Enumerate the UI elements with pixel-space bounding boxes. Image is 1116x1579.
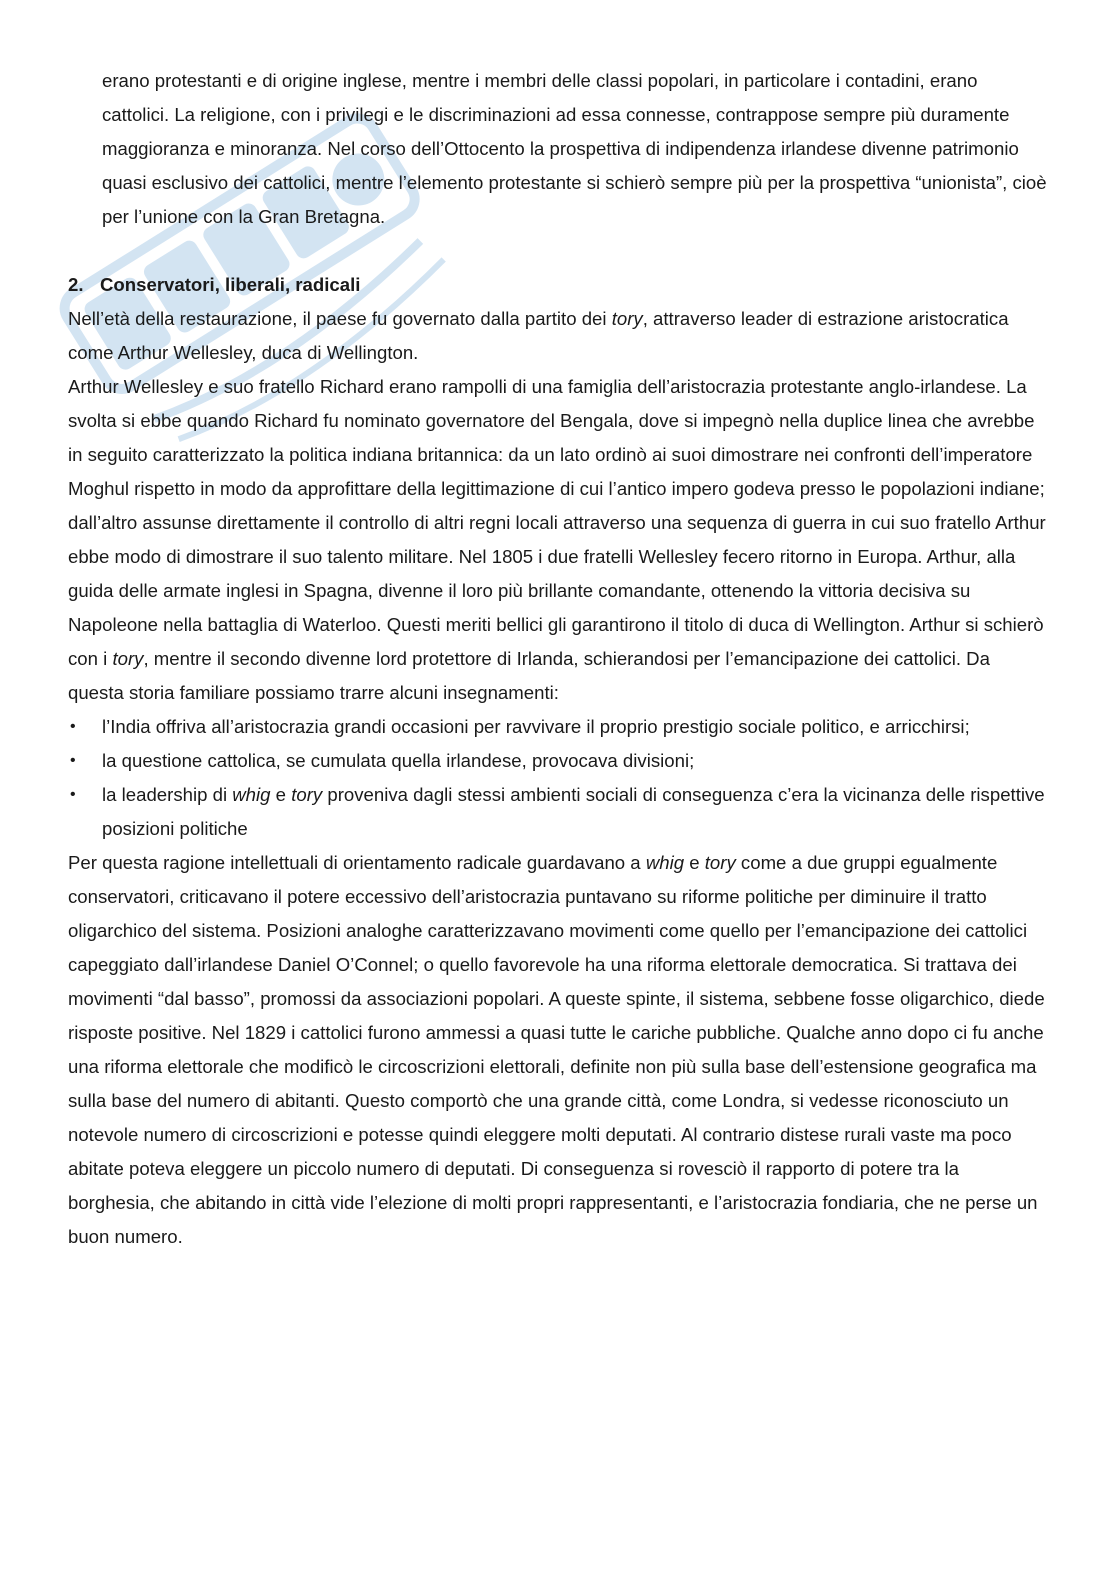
bullet-icon: • [70, 786, 76, 803]
bullet-icon: • [70, 752, 76, 769]
italic-term: tory [704, 852, 736, 873]
list-item [68, 744, 1048, 778]
lessons-list [68, 710, 1048, 846]
paragraph-restoration [68, 302, 1048, 370]
italic-term: tory [611, 308, 643, 329]
list-item [68, 778, 1048, 846]
list-item-text: la questione cattolica, se cumulata quella irlandese, provocava divisioni; [102, 750, 695, 771]
section-title: Conservatori, liberali, radicali [100, 274, 361, 295]
document-body [68, 64, 1048, 1254]
list-item-text: la leadership di [102, 784, 233, 805]
paragraph-radicals [68, 846, 1048, 1254]
list-item-text: proveniva dagli stessi ambienti sociali di conseguenza c’era la vicinanza delle rispettive posizioni politiche [102, 784, 1045, 839]
intro-paragraph: erano protestanti e di origine inglese, mentre i membri delle classi popolari, in particolare i contadini, erano cattolici. La religione, con i privilegi e le discriminazioni ad essa connesse, contrappose sempre più duramente maggioranza e minoranza. Nel corso dell’Ottocento la prospettiva di indipendenza irlandese divenne patrimonio quasi esclusivo dei cattolici, mentre l’elemento protestante si schierò sempre più per la prospettiva “unionista”, cioè per l’unione con la Gran Bretagna. [102, 70, 1047, 227]
paragraph-text: , mentre il secondo divenne lord protettore di Irlanda, schierandosi per l’emancipazione dei cattolici. Da questa storia familiare possiamo trarre alcuni insegnamenti: [68, 648, 990, 703]
paragraph-text: , attraverso leader di estrazione aristocratica come Arthur Wellesley, duca di Wellington. [68, 308, 1009, 363]
list-item-text: e [270, 784, 292, 805]
italic-term: whig [645, 852, 685, 873]
bullet-icon: • [70, 718, 76, 735]
paragraph-text: Nell’età della restaurazione, il paese fu governato dalla partito dei [68, 308, 612, 329]
paragraph-text: Arthur Wellesley e suo fratello Richard erano rampolli di una famiglia dell’aristocrazia protestante anglo-irlandese. La svolta si ebbe quando Richard fu nominato governatore del Bengala, dove si impegnò nella duplice linea che avrebbe in seguito caratterizzato la politica indiana britannica: da un lato ordinò ai suoi dimostrare nei confronti dell’imperatore Moghul rispetto in modo da approfittare della legittimazione di cui l’antico impero godeva presso le popolazioni indiane; dall’altro assunse direttamente il controllo di altri regni locali attraverso una sequenza di guerra in cui suo fratello Arthur ebbe modo di dimostrare il suo talento militare. Nel 1805 i due fratelli Wellesley fecero ritorno in Europa. Arthur, alla guida delle armate inglesi in Spagna, divenne il loro più brillante comandante, ottenendo la vittoria decisiva su Napoleone nella battaglia di Waterloo. Questi meriti bellici gli garantirono il titolo di duca di Wellington. Arthur si schierò con i [68, 376, 1046, 669]
italic-term: tory [112, 648, 144, 669]
section-heading [68, 268, 1048, 302]
paragraph-text: Per questa ragione intellettuali di orientamento radicale guardavano a [68, 852, 646, 873]
paragraph-text: come a due gruppi egualmente conservatori, criticavano il potere eccessivo dell’aristocrazia puntavano su riforme politiche per diminuire il tratto oligarchico del sistema. Posizioni analoghe caratterizzavano movimenti come quello per l’emancipazione dei cattolici capeggiato dall’irlandese Daniel O’Connel; o quello favorevole ha una riforma elettorale democratica. Si trattava dei movimenti “dal basso”, promossi da associazioni popolari. A queste spinte, il sistema, sebbene fosse oligarchico, diede risposte positive. Nel 1829 i cattolici furono ammessi a quasi tutte le cariche pubbliche. Qualche anno dopo ci fu anche una riforma elettorale che modificò le circoscrizioni elettorali, definite non più sulla base dell’estensione geografica ma sulla base del numero di abitanti. Questo comportò che una grande città, come Londra, si vedesse riconosciuto un notevole numero di circoscrizioni e potesse quindi eleggere molti deputati. Al contrario distese rurali vaste ma poco abitate poteva eleggere un piccolo numero di deputati. Di conseguenza si rovesciò il rapporto di potere tra la borghesia, che abitando in città vide l’elezione di molti propri rappresentanti, e l’aristocrazia fondiaria, che ne perse un buon numero. [68, 852, 1045, 1247]
section-number: 2. [68, 274, 84, 295]
italic-term: whig [232, 784, 271, 805]
list-item-text: l’India offriva all’aristocrazia grandi occasioni per ravvivare il proprio prestigio sociale politico, e arricchirsi; [102, 716, 970, 737]
italic-term: tory [291, 784, 323, 805]
list-item [68, 710, 1048, 744]
paragraph-text: e [684, 852, 705, 873]
paragraph-wellesley [68, 370, 1048, 710]
